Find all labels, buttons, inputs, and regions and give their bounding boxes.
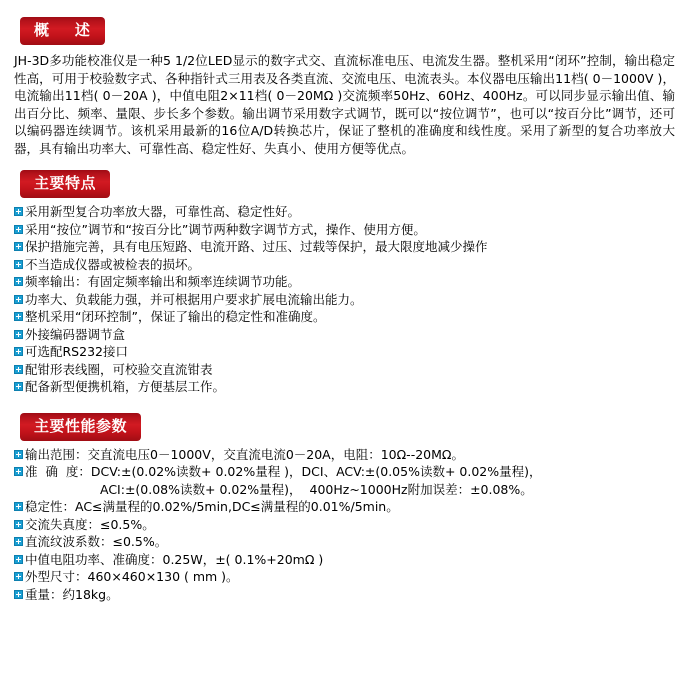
list-item-label: 频率输出：有固定频率输出和频率连续调节功能。	[25, 274, 301, 289]
list-item	[14, 516, 679, 534]
list-item	[14, 273, 679, 291]
list-item	[14, 568, 679, 586]
list-item	[14, 308, 679, 326]
list-item	[14, 221, 679, 239]
list-item	[14, 361, 679, 379]
top-spacer	[0, 0, 683, 17]
plus-square-icon	[14, 295, 23, 304]
plus-square-icon	[14, 537, 23, 546]
plus-square-icon	[14, 502, 23, 511]
list-item-label: 整机采用“闭环控制”，保证了输出的稳定性和准确度。	[25, 309, 326, 324]
plus-square-icon	[14, 467, 23, 476]
list-item-label: 重量：约18kg。	[25, 586, 119, 602]
plus-square-icon	[14, 555, 23, 564]
list-item-label: 外型尺寸：460×460×130 ( mm )。	[25, 569, 239, 584]
list-item	[14, 238, 679, 256]
list-item	[14, 498, 679, 516]
plus-square-icon	[14, 207, 23, 216]
list-item-label: 准 确 度：DCV:±(0.02%读数+ 0.02%量程 )，DCI、ACV:±(0.05%读数+ 0.02%量程)，	[25, 464, 542, 479]
features-list	[0, 198, 683, 396]
accuracy-continuation-line: ACI:±(0.08%读数+ 0.02%量程)， 400Hz~1000Hz附加误差：±0.08%。	[100, 481, 533, 497]
specs-list	[0, 441, 683, 604]
list-item-label: 中值电阻功率、准确度：0.25W，±( 0.1%+20mΩ )	[25, 551, 324, 567]
overview-heading-badge: 概 述	[20, 17, 105, 45]
features-spacer	[0, 157, 683, 170]
specs-heading-wrap	[0, 413, 683, 441]
features-heading-badge: 主要特点	[20, 170, 110, 198]
list-item-label: 配备新型便携机箱，方便基层工作。	[25, 379, 226, 394]
list-item-label: 配钳形表线圈，可校验交直流钳表	[25, 361, 213, 377]
list-item	[14, 378, 679, 396]
plus-square-icon	[14, 365, 23, 374]
overview-heading-wrap	[0, 17, 683, 45]
list-item	[14, 343, 679, 361]
list-item-label: 功率大、负载能力强，并可根据用户要求扩展电流输出能力。	[25, 291, 363, 307]
plus-square-icon	[14, 225, 23, 234]
plus-square-icon	[14, 260, 23, 269]
list-item	[14, 586, 679, 604]
list-item	[14, 291, 679, 309]
list-item	[14, 551, 679, 569]
plus-square-icon	[14, 590, 23, 599]
features-heading-wrap	[0, 170, 683, 198]
plus-square-icon	[14, 242, 23, 251]
plus-square-icon	[14, 277, 23, 286]
list-item-label: 外接编码器调节盒	[25, 326, 126, 342]
specs-spacer	[0, 396, 683, 413]
list-item-label: 采用新型复合功率放大器，可靠性高、稳定性好。	[25, 204, 301, 219]
plus-square-icon	[14, 312, 23, 321]
list-item	[14, 533, 679, 551]
specs-heading-badge: 主要性能参数	[20, 413, 141, 441]
list-item	[14, 256, 679, 274]
list-item-label: 交流失真度：≤0.5%。	[25, 516, 155, 532]
list-item	[14, 463, 679, 481]
plus-square-icon	[14, 572, 23, 581]
list-item-label: 可选配RS232接口	[25, 344, 128, 359]
plus-square-icon	[14, 520, 23, 529]
list-item-label: 采用“按位”调节和“按百分比”调节两种数字调节方式，操作、使用方便。	[25, 221, 426, 237]
list-item	[14, 446, 679, 464]
plus-square-icon	[14, 450, 23, 459]
overview-paragraph: JH-3D多功能校准仪是一种5 1/2位LED显示的数字式交、直流标准电压、电流发生器。整机采用“闭环”控制，输出稳定性高，可用于校验数字式、各种指针式三用表及各类直流、交流电压、电流表头。本仪器电压输出11档( 0－1000V )，电流输出11档( 0－20A )，中值电阻2×11档( 0－20MΩ )交流频率50Hz、60Hz、400Hz。可以同步显示输出值、输出百分比、频率、量限、步长多个参数。输出调节采用数字式调节，既可以“按位调节”，也可以“按百分比”调节，还可以编码器连续调节。该机采用最新的16位A/D转换芯片，保证了整机的准确度和线性度。采用了新型的复合功率放大器，具有输出功率大、可靠性高、稳定性好、失真小、使用方便等优点。	[14, 53, 675, 156]
plus-square-icon	[14, 382, 23, 391]
list-item	[14, 203, 679, 221]
list-item-label: 稳定性：AC≤满量程的0.02%/5min,DC≤满量程的0.01%/5min。	[25, 499, 399, 514]
list-item-label: 输出范围：交直流电压0－1000V，交直流电流0－20A，电阻：10Ω--20MΩ。	[25, 446, 464, 462]
plus-square-icon	[14, 330, 23, 339]
list-item-label: 直流纹波系数：≤0.5%。	[25, 534, 168, 549]
plus-square-icon	[14, 347, 23, 356]
list-item-label: 不当造成仪器或被检表的损坏。	[25, 256, 201, 272]
list-item	[14, 326, 679, 344]
list-item-label: 保护措施完善，具有电压短路、电流开路、过压、过载等保护，最大限度地减少操作	[25, 239, 488, 254]
